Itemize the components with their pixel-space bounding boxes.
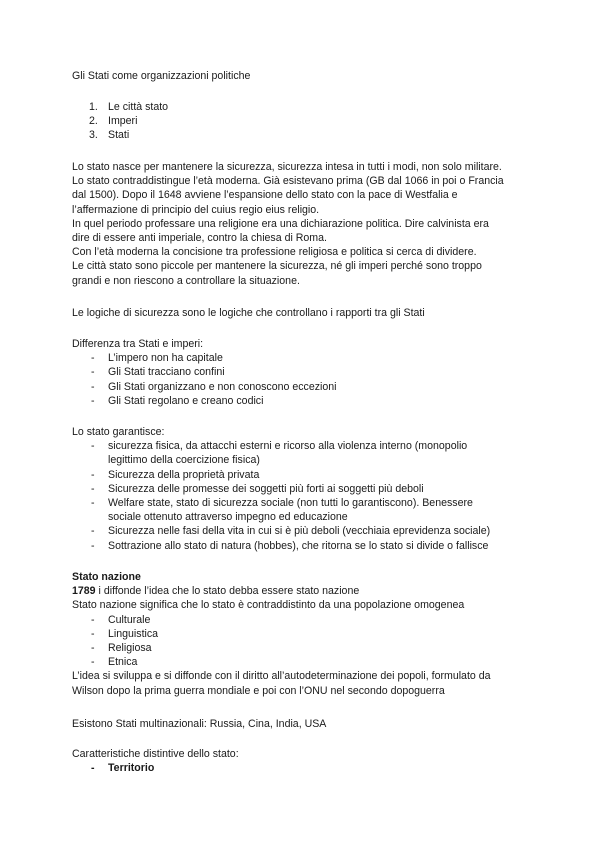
list-item-text: Linguistica — [108, 627, 159, 640]
list-item-line: Sicurezza nelle fasi della vita in cui si è più deboli (vecchiaia eprevidenza sociale) — [108, 525, 491, 538]
list-item-text: Gli Stati regolano e creano codici — [108, 394, 264, 407]
list-item — [72, 641, 542, 655]
definition-line: Stato nazione significa che lo stato è contraddistinto da una popolazione omogenea — [72, 599, 465, 612]
list-item — [72, 761, 542, 775]
dash-marker: - — [91, 352, 95, 365]
paragraph-line: l’affermazione di principio del cuius regio eius religio. — [72, 203, 320, 216]
dash-marker: - — [91, 468, 95, 481]
list-item-line: Sicurezza delle promesse dei soggetti più forti ai soggetti più deboli — [108, 482, 424, 495]
list-number: 1. — [89, 101, 98, 113]
paragraph-line: L’idea si sviluppa e si diffonde con il diritto all’autodeterminazione dei popoli, formulato da — [72, 670, 491, 683]
list-item-text: Culturale — [108, 613, 151, 626]
year-text: i diffonde l’idea che lo stato debba essere stato nazione — [95, 585, 360, 598]
list-item-line: legittimo della coercizione fisica) — [108, 454, 260, 467]
dash-marker: - — [91, 539, 95, 552]
list-item — [72, 539, 542, 553]
list-item — [72, 365, 542, 379]
paragraph-line: Wilson dopo la prima guerra mondiale e poi con l’ONU nel secondo dopoguerra — [72, 684, 445, 697]
paragraph-line: grandi e non riescono a controllare la situazione. — [72, 274, 300, 287]
list-item-text: Stati — [108, 129, 130, 142]
numbered-list-item — [72, 100, 542, 114]
dash-marker: - — [91, 394, 95, 407]
dash-marker: - — [91, 525, 95, 538]
list-item-line: Sicurezza della proprietà privata — [108, 468, 260, 481]
paragraph-line: Lo stato contraddistingue l’età moderna. Già esistevano prima (GB dal 1066 in poi o Francia — [72, 175, 504, 188]
dash-marker: - — [91, 762, 95, 775]
list-item-line: sicurezza fisica, da attacchi esterni e ricorso alla violenza interno (monopolio — [108, 440, 468, 453]
list-item — [72, 496, 542, 524]
list-item-line: Welfare state, stato di sicurezza sociale (non tutti lo garantiscono). Benessere — [108, 497, 473, 510]
paragraph-line: Con l’età moderna la concisione tra professione religiosa e politica si cerca di dividere. — [72, 246, 477, 259]
list-item-text: Le città stato — [108, 101, 169, 113]
list-item — [72, 468, 542, 482]
numbered-list-item — [72, 128, 542, 142]
characteristics-list — [72, 761, 542, 775]
intro-paragraph — [72, 160, 542, 288]
list-item — [72, 524, 542, 538]
section-heading: Differenza tra Stati e imperi: — [72, 338, 204, 350]
characteristics-section — [72, 747, 542, 775]
list-item — [72, 380, 542, 394]
list-item — [72, 655, 542, 669]
section-heading: Lo stato garantisce: — [72, 426, 165, 438]
list-item — [72, 394, 542, 408]
year-line — [72, 584, 542, 598]
numbered-list — [72, 100, 542, 143]
list-item-text: Gli Stati organizzano e non conoscono eccezioni — [108, 380, 337, 393]
list-item-text: L’impero non ha capitale — [108, 352, 223, 365]
list-item-line: Sottrazione allo stato di natura (hobbes), che ritorna se lo stato si divide o fallisce — [108, 539, 489, 552]
paragraph-line: Le città stato sono piccole per mantenere la sicurezza, né gli imperi perché sono troppo — [72, 260, 482, 273]
list-item-text: Imperi — [108, 115, 138, 128]
numbered-list-item — [72, 114, 542, 128]
year-label: 1789 — [72, 585, 96, 598]
differences-list — [72, 351, 542, 408]
multinational-sentence: Esistono Stati multinazionali: Russia, Cina, India, USA — [72, 718, 327, 730]
list-number: 2. — [89, 115, 98, 128]
list-number: 3. — [89, 129, 98, 142]
dash-marker: - — [91, 440, 95, 453]
dash-marker: - — [91, 380, 95, 393]
list-item-text: Religiosa — [108, 642, 152, 655]
list-item — [72, 482, 542, 496]
homogeneity-list — [72, 613, 542, 670]
list-item-text: Gli Stati tracciano confini — [108, 366, 225, 379]
list-item — [72, 627, 542, 641]
logics-sentence: Le logiche di sicurezza sono le logiche che controllano i rapporti tra gli Stati — [72, 307, 425, 319]
paragraph-line: dal 1500). Dopo il 1648 avviene l’espansione dello stato con la pace di Westfalia e — [72, 189, 458, 202]
list-item — [72, 439, 542, 467]
paragraph-line: dire di essere anti imperiale, contro la chiesa di Roma. — [72, 232, 327, 245]
dash-marker: - — [91, 497, 95, 510]
dash-marker: - — [91, 656, 95, 669]
list-item-text: Etnica — [108, 656, 138, 669]
nation-state-section — [72, 570, 542, 698]
paragraph-line: In quel periodo professare una religione era una dichiarazione politica. Dire calvinista era — [72, 217, 489, 230]
list-item-text: Territorio — [108, 762, 155, 775]
dash-marker: - — [91, 642, 95, 655]
section-heading: Caratteristiche distintive dello stato: — [72, 748, 239, 760]
differences-section — [72, 337, 542, 408]
dash-marker: - — [91, 366, 95, 379]
paragraph-line: Lo stato nasce per mantenere la sicurezza, sicurezza intesa in tutti i modi, non solo militare. — [72, 161, 502, 173]
guarantees-list — [72, 439, 542, 553]
dash-marker: - — [91, 613, 95, 626]
section-heading: Stato nazione — [72, 571, 141, 583]
list-item — [72, 351, 542, 365]
list-item-line: sociale ottenuto attraverso impegno ed educazione — [108, 511, 348, 524]
document-title: Gli Stati come organizzazioni politiche — [72, 70, 251, 82]
guarantees-section — [72, 425, 542, 553]
dash-marker: - — [91, 627, 95, 640]
list-item — [72, 613, 542, 627]
dash-marker: - — [91, 482, 95, 495]
